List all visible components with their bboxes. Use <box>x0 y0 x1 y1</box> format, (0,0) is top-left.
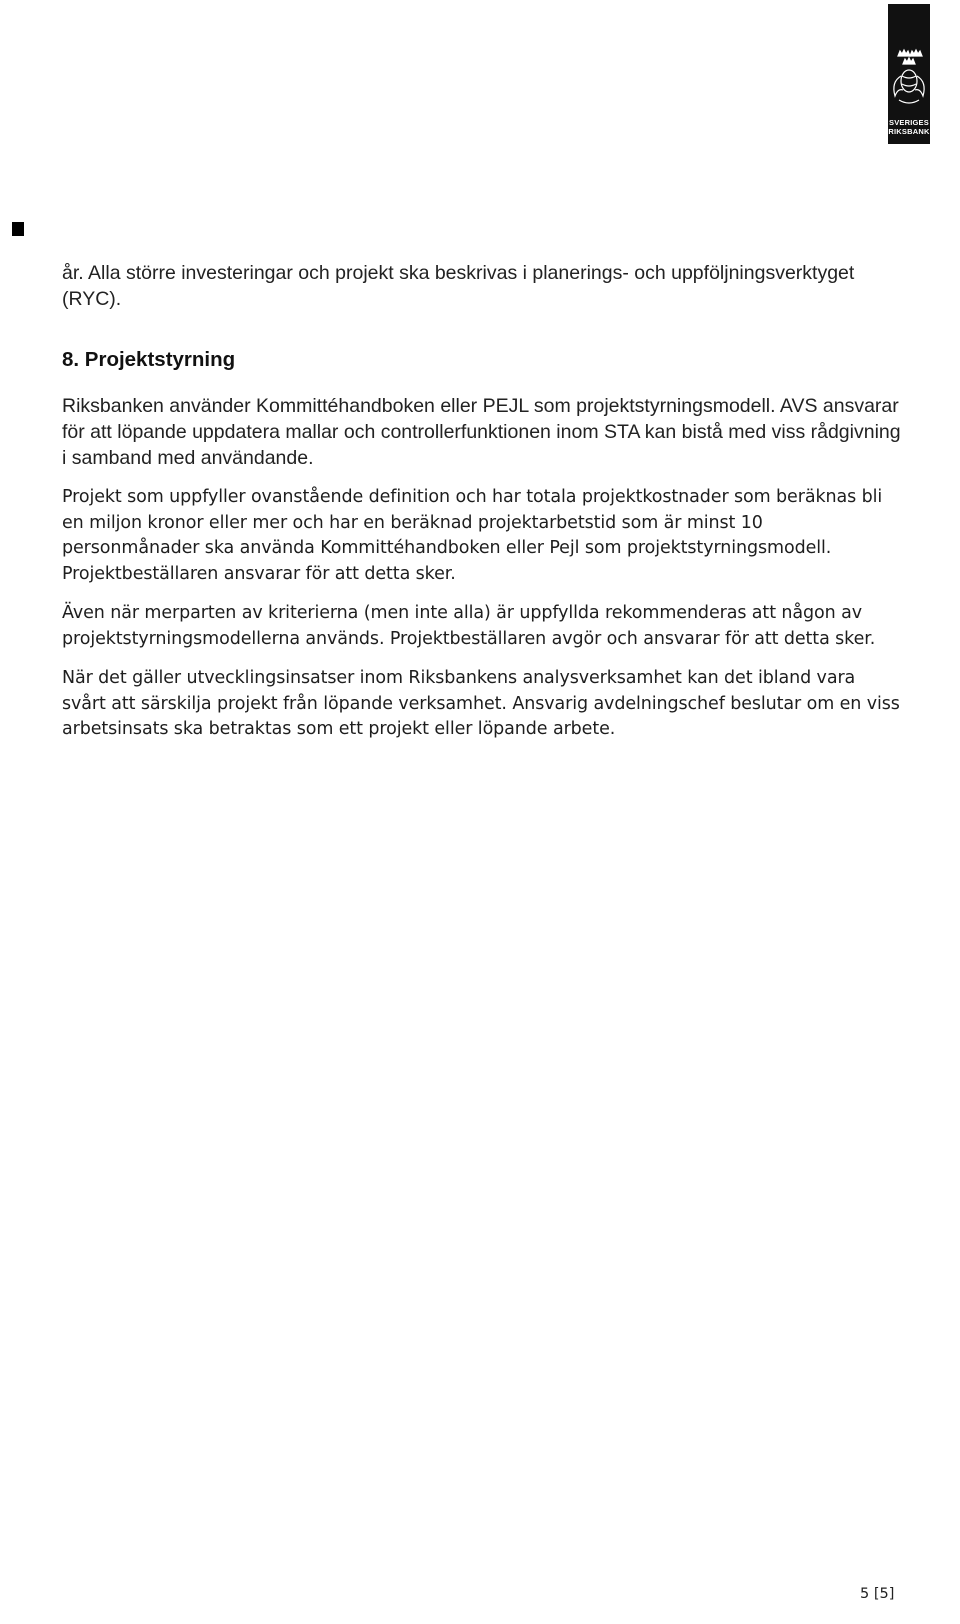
riksbank-crest-icon <box>888 4 930 116</box>
intro-paragraph: år. Alla större investeringar och projekt ska beskrivas i planerings- och uppföljningsverktyget (RYC). <box>62 262 855 310</box>
logo-line-2: RIKSBANK <box>888 127 930 136</box>
logo-line-1: SVERIGES <box>889 118 929 127</box>
paragraph-analysverksamhet: När det gäller utvecklingsinsatser inom Riksbankens analysverksamhet kan det ibland vara svårt att särskilja projekt från löpande verksamhet. Ansvarig avdelningschef beslutar om en viss arbetsinsats ska betraktas som ett projekt eller löpande arbete. <box>62 668 900 739</box>
riksbank-logo <box>888 4 930 144</box>
section-marker-square <box>12 222 24 236</box>
document-body <box>62 260 902 743</box>
paragraph-projektstyrningsmodell: Riksbanken använder Kommittéhandboken eller PEJL som projektstyrningsmodell. AVS ansvarar för att löpande uppdatera mallar och controllerfunktionen inom STA kan bistå med viss rådgivning i samband med användande. <box>62 395 901 469</box>
page-number: 5 [5] <box>860 1586 895 1602</box>
paragraph-rekommendation: Även när merparten av kriterierna (men inte alla) är uppfyllda rekommenderas att någon av projektstyrningsmodellerna används. Projektbeställaren avgör och ansvarar för att detta sker. <box>62 603 876 649</box>
paragraph-projekt-kriterier: Projekt som uppfyller ovanstående definition och har totala projektkostnader som beräknas bli en miljon kronor eller mer och har en beräknad projektarbetstid som är minst 10 personmånader ska använda Kommittéhandboken eller Pejl som projektstyrningsmodell. Projektbeställaren ansvarar för att detta sker. <box>62 487 883 584</box>
section-heading: 8. Projektstyrning <box>62 348 236 371</box>
